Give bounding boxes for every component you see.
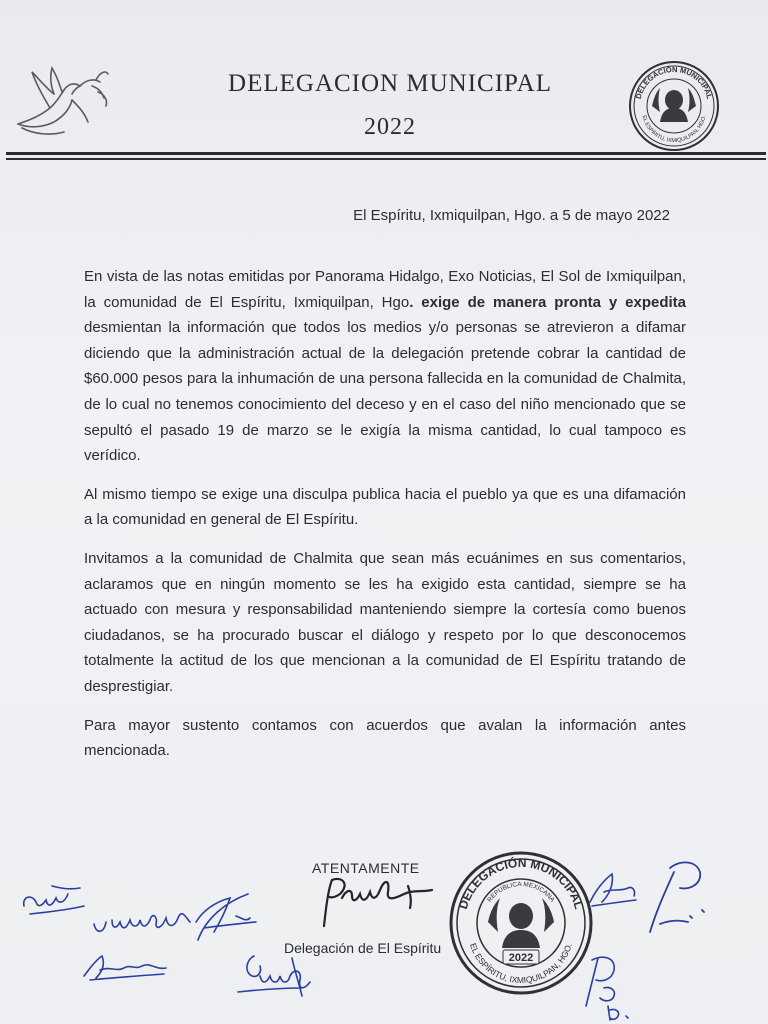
paragraph-1 xyxy=(84,264,686,469)
header-rule-thin xyxy=(6,158,766,160)
paragraph-1-start: En vista de las notas emitidas por Panorama Hidalgo, Exo Noticias, El Sol de Ixmiquilpan, la comunidad de El Espíritu, Ixmiquilpan, Hgo xyxy=(84,268,686,311)
signature-3-icon xyxy=(80,948,172,984)
dateline: El Espíritu, Ixmiquilpan, Hgo. a 5 de mayo 2022 xyxy=(353,207,670,224)
paragraph-4: Para mayor sustento contamos con acuerdos que avalan la información antes mencionada. xyxy=(84,716,686,760)
svg-text:EL ESPÍRITU, IXMIQUILPAN, HGO.: EL ESPÍRITU, IXMIQUILPAN, HGO. xyxy=(467,941,574,986)
svg-text:2022: 2022 xyxy=(508,952,534,964)
signatory-name: Delegación de El Espíritu xyxy=(284,940,442,956)
paragraph-1-end: desmientan la información que todos los medios y/o personas se atrevieron a difamar diciendo que la administración actual de la delegación pretende cobrar la cantidad de $60.000 pesos para la inhumación de una persona fallecida en la comunidad de Chalmita, de lo cual no tenemos conocimiento del deceso y en el caso del niño mencionado que se sepultó el pasado 19 de marzo se le exigía la misma cantidad, lo cual tampoco es verídico. xyxy=(84,319,686,465)
signature-4-icon xyxy=(232,946,316,1002)
signature-5-icon xyxy=(584,866,640,912)
header-year: 2022 xyxy=(364,114,416,140)
svg-text:EL ESPÍRITU, IXMIQUILPAN, HGO.: EL ESPÍRITU, IXMIQUILPAN, HGO. xyxy=(640,114,708,145)
closing-salutation: ATENTAMENTE xyxy=(312,860,420,876)
signature-delegate-icon xyxy=(312,868,452,930)
paragraph-3: Invitamos a la comunidad de Chalmita que sean más ecuánimes en sus comentarios, aclaramos que en ningún momento se les ha exigido esta cantidad, siempre se ha actuado con mesura y responsabilidad manteniendo siempre la cortesía como buenos ciudadanos, se ha procurado buscar el diálogo y respeto por lo que desconocemos totalmente la actitud de los que mencionan a la comunidad de El Espíritu tratando de desprestigiar. xyxy=(84,549,686,695)
paragraph-2: Al mismo tiempo se exige una disculpa publica hacia el pueblo ya que es una difamación a la comunidad en general de El Espíritu. xyxy=(84,485,686,529)
letter-body xyxy=(84,264,686,777)
signature-7-icon xyxy=(574,950,636,1022)
svg-text:DELEGACIÓN MUNICIPAL: DELEGACIÓN MUNICIPAL xyxy=(633,64,715,100)
svg-text:DELEGACIÓN MUNICIPAL: DELEGACIÓN MUNICIPAL xyxy=(455,855,587,911)
signature-2-icon xyxy=(86,888,272,954)
seal-top-icon xyxy=(628,60,720,152)
seal-bottom-stamp-icon xyxy=(448,850,594,996)
dove-logo-icon xyxy=(10,62,112,142)
header-title: DELEGACION MUNICIPAL xyxy=(228,70,552,97)
signature-1-icon xyxy=(18,876,90,920)
header-rule-thick xyxy=(6,152,766,155)
signature-6-icon xyxy=(640,854,712,938)
paragraph-1-emphasis: . exige de manera pronta y expedita xyxy=(409,293,686,311)
svg-text:REPUBLICA MEXICANA: REPUBLICA MEXICANA xyxy=(486,880,556,904)
